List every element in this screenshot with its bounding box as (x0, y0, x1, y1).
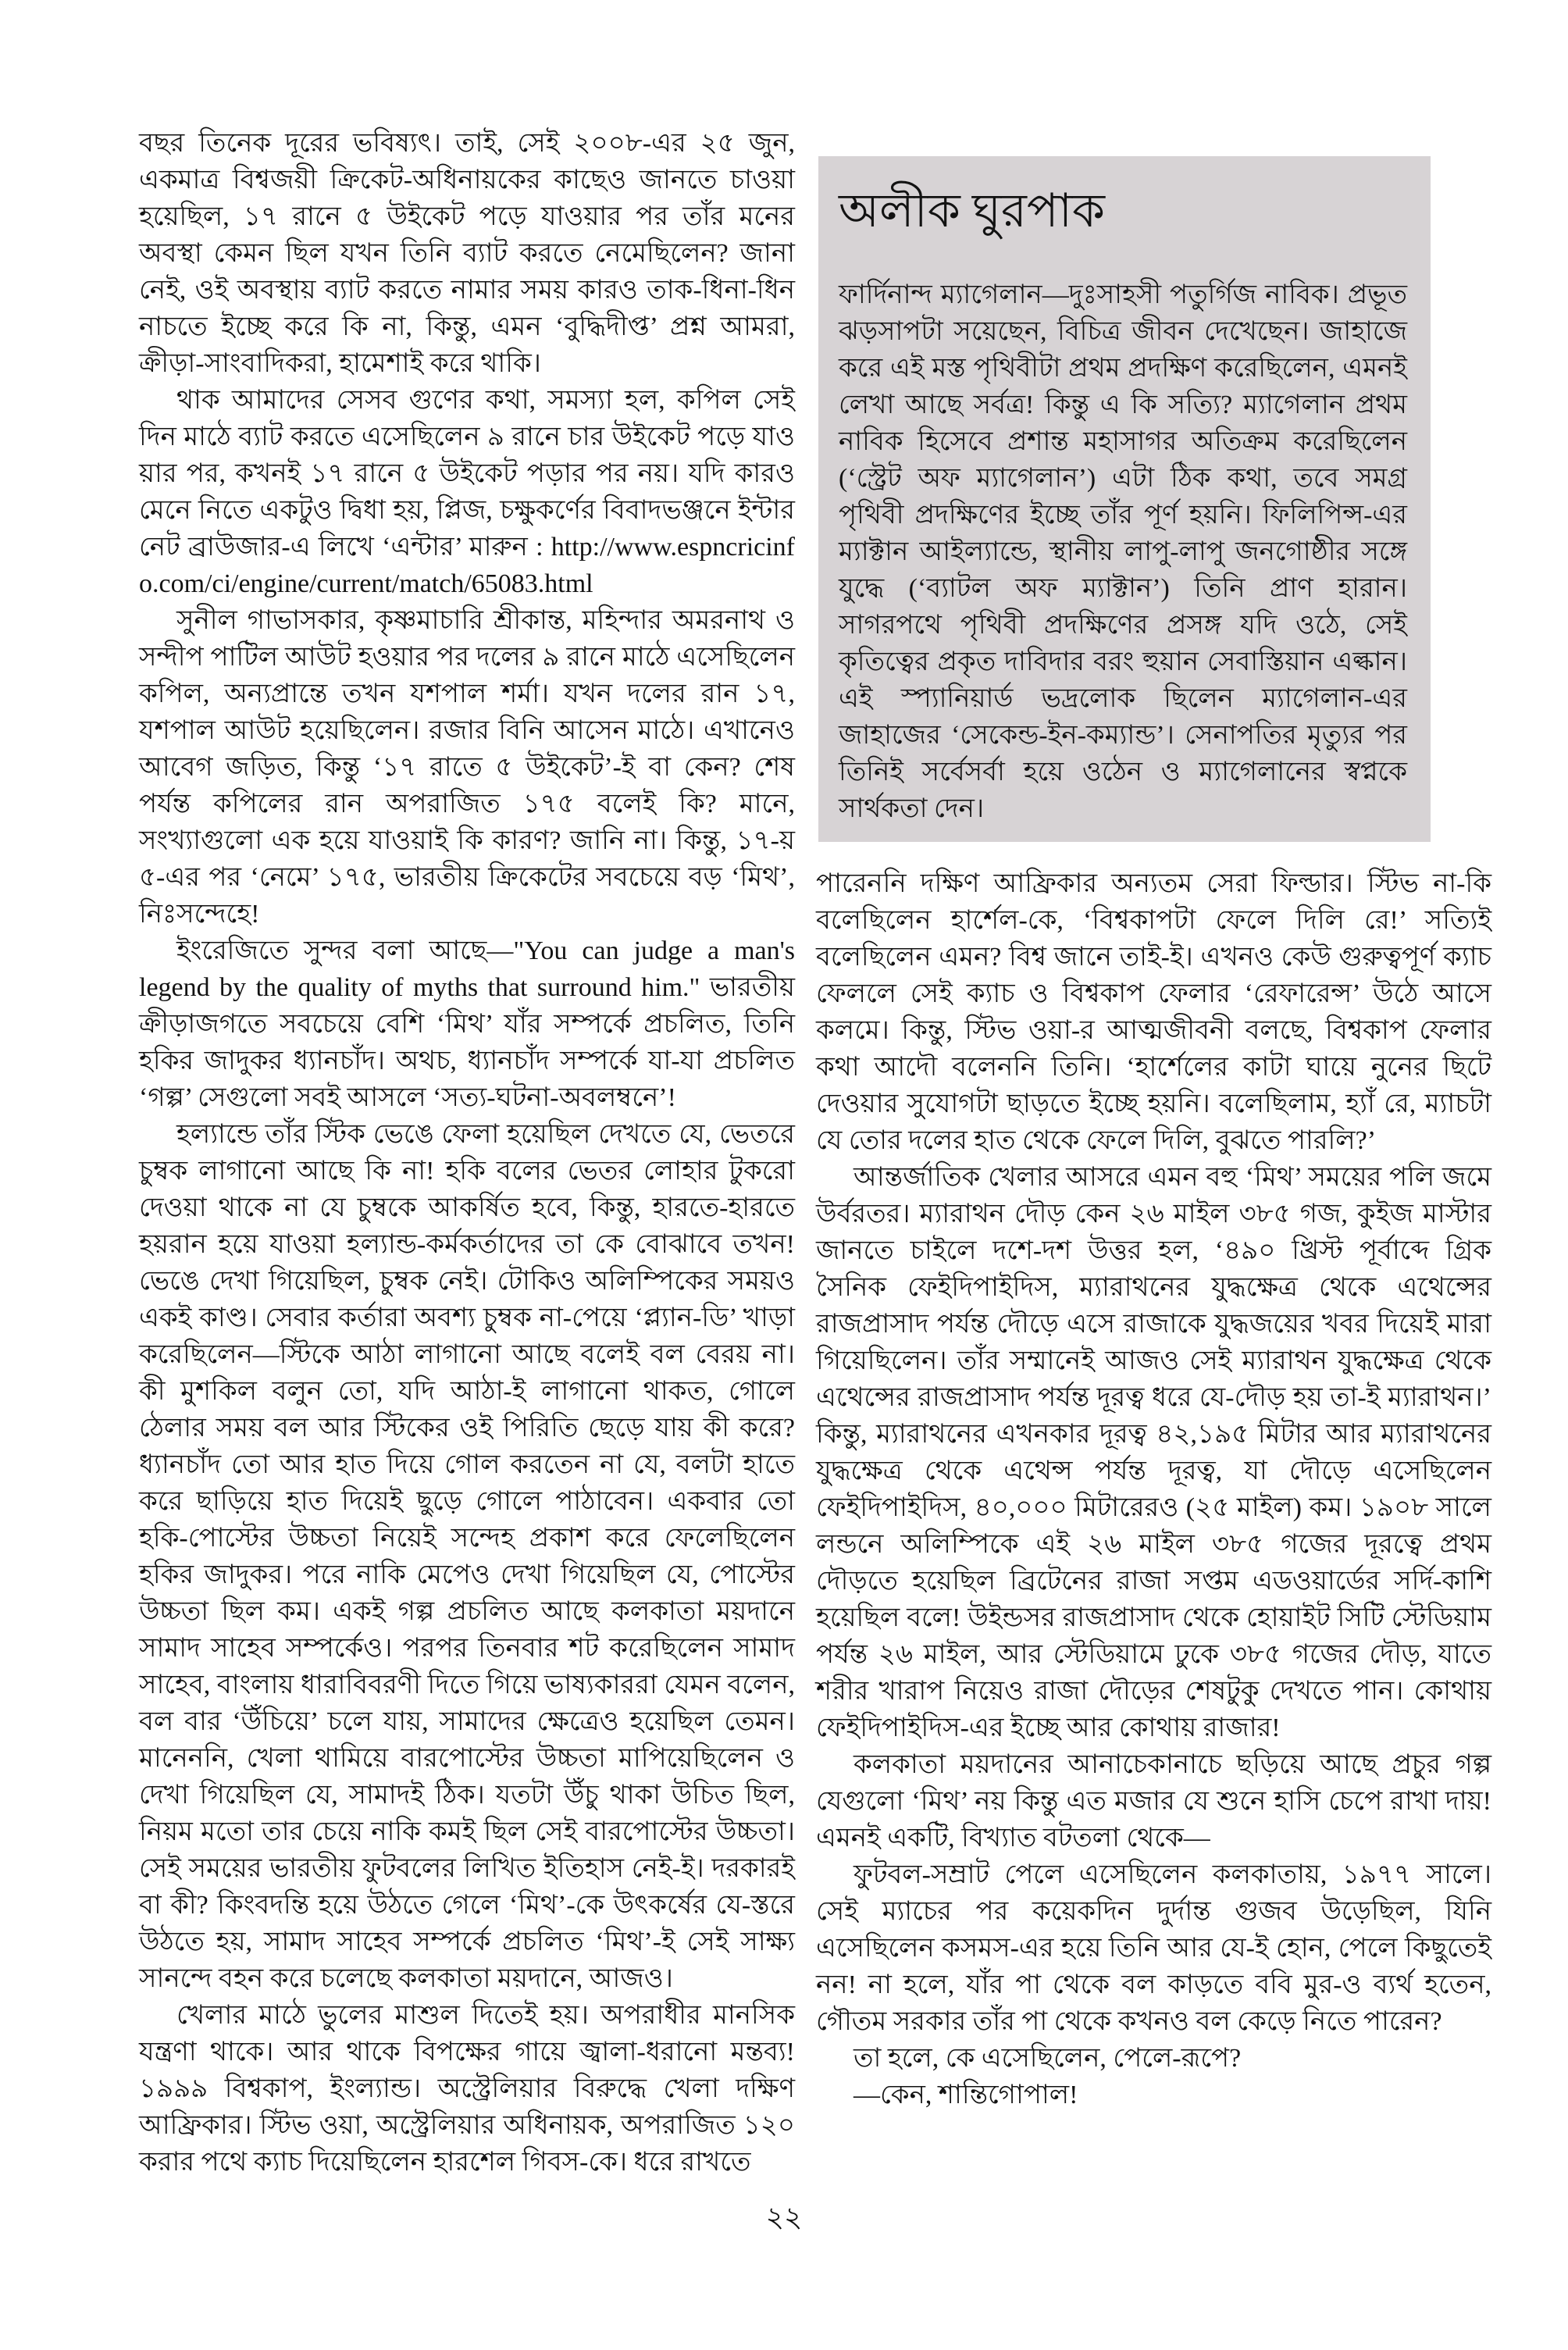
sidebar-paragraph: ফার্দিনান্দ ম্যাগেলান—দুঃসাহসী পতুর্গিজ নাবিক। প্রভূত ঝড়সাপটা সয়েছেন, বিচিত্র জীবন দেখেছেন। জাহাজে করে এই মস্ত পৃথিবীটা প্রথম প্রদক্ষিণ করেছিলেন, এমনই লেখা আছে সর্বত্র! কিন্তু এ কি সত্যি? ম্যাগেলান প্রথম নাবিক হিসেবে প্রশান্ত মহাসাগর অতিক্রম করেছিলেন (‘স্ট্রেট অফ ম্যাগেলান’) এটা ঠিক কথা, তবে সমগ্র পৃথিবী প্রদক্ষিণের ইচ্ছে তাঁর পূর্ণ হয়নি। ফিলিপিন্স-এর ম্যাক্টান আইল্যান্ডে, স্থানীয় লাপু-লাপু জনগোষ্ঠীর সঙ্গে যুদ্ধে (‘ব্যাটল অফ ম্যাক্টান’) তিনি প্রাণ হারান। সাগরপথে পৃথিবী প্রদক্ষিণের প্রসঙ্গ যদি ওঠে, সেই কৃতিত্বের প্রকৃত দাবিদার বরং হুয়ান সেবাস্তিয়ান এল্কান। এই স্প্যানিয়ার্ড ভদ্রলোক ছিলেন ম্যাগেলান-এর জাহাজের ‘সেকেন্ড-ইন-কম্যান্ড’। সেনাপতির মৃত্যুর পর তিনিই সর্বেসর্বা হয়ে ওঠেন ও ম্যাগেলানের স্বপ্নকে সার্থকতা দেন। (839, 280, 1407, 823)
body-paragraph: —কেন, শান্তিগোপাল! (853, 2081, 1078, 2109)
right-column (816, 865, 1491, 2113)
body-paragraph: থাক আমাদের সেসব গুণের কথা, সমস্যা হল, কপিল সেই দিন মাঠে ব্যাট করতে এসেছিলেন ৯ রানে চার উইকেট পড়ে যাওয়ার পর, কখনই ১৭ রানে ৫ উইকেট পড়ার পর নয়। যদি কারও মেনে নিতে একটুও দ্বিধা হয়, প্লিজ, চক্ষুকর্ণের বিবাদভঞ্জনে ইন্টারনেট ব্রাউজার-এ লিখে ‘এন্টার’ মারুন : http://www.espncricinfo.com/ci/engine/current/match/65083.html (139, 386, 795, 598)
body-paragraph: বছর তিনেক দূরের ভবিষ্যৎ। তাই, সেই ২০০৮-এর ২৫ জুন, একমাত্র বিশ্বজয়ী ক্রিকেট-অধিনায়কের কাছেও জানতে চাওয়া হয়েছিল, ১৭ রানে ৫ উইকেট পড়ে যাওয়ার পর তাঁর মনের অবস্থা কেমন ছিল যখন তিনি ব্যাট করতে নেমেছিলেন? জানা নেই, ওই অবস্থায় ব্যাট করতে নামার সময় কারও তাক-ধিনা-ধিন নাচতে ইচ্ছে করে কি না, কিন্তু, এমন ‘বুদ্ধিদীপ্ত’ প্রশ্ন আমরা, ক্রীড়া-সাংবাদিকরা, হামেশাই করে থাকি। (139, 129, 795, 378)
body-paragraph: সুনীল গাভাসকার, কৃষ্ণমাচারি শ্রীকান্ত, মহিন্দার অমরনাথ ও সন্দীপ পাটিল আউট হওয়ার পর দলের ৯ রানে মাঠে এসেছিলেন কপিল, অন্যপ্রান্তে তখন যশপাল শর্মা। যখন দলের রান ১৭, যশপাল আউট হয়েছিলেন। রজার বিনি আসেন মাঠে। এখানেও আবেগ জড়িত, কিন্তু ‘১৭ রাতে ৫ উইকেট’-ই বা কেন? শেষ পর্যন্ত কপিলের রান অপরাজিত ১৭৫ বলেই কি? মানে, সংখ্যাগুলো এক হয়ে যাওয়াই কি কারণ? জানি না। কিন্তু, ১৭-য় ৫-এর পর ‘নেমে’ ১৭৫, ভারতীয় ক্রিকেটের সবচেয়ে বড় ‘মিথ’, নিঃসন্দেহে! (139, 606, 795, 929)
body-paragraph: কলকাতা ময়দানের আনাচেকানাচে ছড়িয়ে আছে প্রচুর গল্প যেগুলো ‘মিথ’ নয় কিন্তু এত মজার যে শুনে হাসি চেপে রাখা দায়! এমনই একটি, বিখ্যাত বটতলা থেকে— (816, 1750, 1491, 1853)
body-paragraph: তা হলে, কে এসেছিলেন, পেলে-রূপে? (853, 2044, 1242, 2073)
body-paragraph: ইংরেজিতে সুন্দর বলা আছে—"You can judge a man's legend by the quality of myths that surround him." ভারতীয় ক্রীড়াজগতে সবচেয়ে বেশি ‘মিথ’ যাঁর সম্পর্কে প্রচলিত, তিনি হকির জাদুকর ধ্যানচাঁদ। অথচ, ধ্যানচাঁদ সম্পর্কে যা-যা প্রচলিত ‘গল্প’ সেগুলো সবই আসলে ‘সত্য-ঘটনা-অবলম্বনে’! (139, 936, 795, 1112)
page-number: ২২ (765, 2202, 803, 2233)
body-paragraph: পারেননি দক্ষিণ আফ্রিকার অন্যতম সেরা ফিল্ডার। স্টিভ না-কি বলেছিলেন হার্শেল-কে, ‘বিশ্বকাপটা ফেলে দিলি রে!’ সত্যিই বলেছিলেন এমন? বিশ্ব জানে তাই-ই। এখনও কেউ গুরুত্বপূর্ণ ক্যাচ ফেললে সেই ক্যাচ ও বিশ্বকাপ ফেলার ‘রেফারেন্স’ উঠে আসে কলমে। কিন্তু, স্টিভ ওয়া-র আত্মজীবনী বলছে, বিশ্বকাপ ফেলার কথা আদৌ বলেননি তিনি। ‘হার্শেলের কাটা ঘায়ে নুনের ছিটে দেওয়ার সুযোগটা ছাড়তে ইচ্ছে হয়নি। বলেছিলাম, হ্যাঁ রে, ম্যাচটা যে তোর দলের হাত থেকে ফেলে দিলি, বুঝতে পারলি?’ (816, 869, 1491, 1155)
left-column (139, 125, 795, 2181)
body-paragraph: হল্যান্ডে তাঁর স্টিক ভেঙে ফেলা হয়েছিল দেখতে যে, ভেতরে চুম্বক লাগানো আছে কি না! হকি বলের ভেতর লোহার টুকরো দেওয়া থাকে না যে চুম্বকে আকর্ষিত হবে, কিন্তু, হারতে-হারতে হয়রান হয়ে যাওয়া হল্যান্ড-কর্মকর্তাদের তা কে বোঝাবে তখন! ভেঙে দেখা গিয়েছিল, চুম্বক নেই। টোকিও অলিম্পিকের সময়ও একই কাণ্ড। সেবার কর্তারা অবশ্য চুম্বক না-পেয়ে ‘প্ল্যান-ডি’ খাড়া করেছিলেন—স্টিকে আঠা লাগানো আছে বলেই বল বেরয় না। কী মুশকিল বলুন তো, যদি আঠা-ই লাগানো থাকত, গোলে ঠেলার সময় বল আর স্টিকের ওই পিরিতি ছেড়ে যায় কী করে? ধ্যানচাঁদ তো আর হাত দিয়ে গোল করতেন না যে, বলটা হাতে করে ছাড়িয়ে হাত দিয়েই ছুড়ে গোলে পাঠাবেন। একবার তো হকি-পোস্টের উচ্চতা নিয়েই সন্দেহ প্রকাশ করে ফেলেছিলেন হকির জাদুকর। পরে নাকি মেপেও দেখা গিয়েছিল যে, পোস্টের উচ্চতা ছিল কম। একই গল্প প্রচলিত আছে কলকাতা ময়দানে সামাদ সাহেব সম্পর্কেও। পরপর তিনবার শট করেছিলেন সামাদ সাহেব, বাংলায় ধারাবিবরণী দিতে গিয়ে ভাষ্যকাররা যেমন বলেন, বল বার ‘উঁচিয়ে’ চলে যায়, সামাদের ক্ষেত্রেও হয়েছিল তেমন। মানেননি, খেলা থামিয়ে বারপোস্টের উচ্চতা মাপিয়েছিলেন ও দেখা গিয়েছিল যে, সামাদই ঠিক। যতটা উঁচু থাকা উচিত ছিল, নিয়ম মতো তার চেয়ে নাকি কমই ছিল সেই বারপোস্টের উচ্চতা। সেই সময়ের ভারতীয় ফুটবলের লিখিত ইতিহাস নেই-ই। দরকারই বা কী? কিংবদন্তি হয়ে উঠতে গেলে ‘মিথ’-কে উৎকর্ষের যে-স্তরে উঠতে হয়, সামাদ সাহেব সম্পর্কে প্রচলিত ‘মিথ’-ই সেই সাক্ষ্য সানন্দে বহন করে চলেছে কলকাতা ময়দানে, আজও। (139, 1120, 795, 1993)
body-paragraph: আন্তর্জাতিক খেলার আসরে এমন বহু ‘মিথ’ সময়ের পলি জমে উর্বরতর। ম্যারাথন দৌড় কেন ২৬ মাইল ৩৮৫ গজ, কুইজ মাস্টার জানতে চাইলে দশে-দশ উত্তর হল, ‘৪৯০ খ্রিস্ট পূর্বাব্দে গ্রিক সৈনিক ফেইদিপাইদিস, ম্যারাথনের যুদ্ধক্ষেত্র থেকে এথেন্সের রাজপ্রাসাদ পর্যন্ত দৌড়ে এসে রাজাকে যুদ্ধজয়ের খবর দিয়েই মারা গিয়েছিলেন। তাঁর সম্মানেই আজও সেই ম্যারাথন যুদ্ধক্ষেত্র থেকে এথেন্সের রাজপ্রাসাদ পর্যন্ত দূরত্ব ধরে যে-দৌড় হয় তা-ই ম্যারাথন।’ কিন্তু, ম্যারাথনের এখনকার দূরত্ব ৪২,১৯৫ মিটার আর ম্যারাথনের যুদ্ধক্ষেত্র থেকে এথেন্স পর্যন্ত দূরত্ব, যা দৌড়ে এসেছিলেন ফেইদিপাইদিস, ৪০,০০০ মিটারেরও (২৫ মাইল) কম। ১৯০৮ সালে লন্ডনে অলিম্পিকে এই ২৬ মাইল ৩৮৫ গজের দূরত্বে প্রথম দৌড়তে হয়েছিল ব্রিটেনের রাজা সপ্তম এডওয়ার্ডের সর্দি-কাশি হয়েছিল বলে! উইন্ডসর রাজপ্রাসাদ থেকে হোয়াইট সিটি স্টেডিয়াম পর্যন্ত ২৬ মাইল, আর স্টেডিয়ামে ঢুকে ৩৮৫ গজের দৌড়, যাতে শরীর খারাপ নিয়েও রাজা দৌড়ের শেষটুকু দেখতে পান। কোথায় ফেইদিপাইদিস-এর ইচ্ছে আর কোথায় রাজার! (816, 1163, 1491, 1742)
sidebar-title: অলীক ঘুরপাক (839, 185, 1105, 237)
body-paragraph: খেলার মাঠে ভুলের মাশুল দিতেই হয়। অপরাধীর মানসিক যন্ত্রণা থাকে। আর থাকে বিপক্ষের গায়ে জ্বালা-ধরানো মন্তব্য! ১৯৯৯ বিশ্বকাপ, ইংল্যান্ড। অস্ট্রেলিয়ার বিরুদ্ধে খেলা দক্ষিণ আফ্রিকার। স্টিভ ওয়া, অস্ট্রেলিয়ার অধিনায়ক, অপরাজিত ১২০ করার পথে ক্যাচ দিয়েছিলেন হারশেল গিবস-কে। ধরে রাখতে (139, 2001, 795, 2177)
sidebar-box (818, 156, 1431, 842)
body-paragraph: ফুটবল-সম্রাট পেলে এসেছিলেন কলকাতায়, ১৯৭৭ সালে। সেই ম্যাচের পর কয়েকদিন দুর্দান্ত গুজব উড়েছিল, যিনি এসেছিলেন কসমস-এর হয়ে তিনি আর যে-ই হোন, পেলে কিছুতেই নন! না হলে, যাঁর পা থেকে বল কাড়তে ববি মুর-ও ব্যর্থ হতেন, গৌতম সরকার তাঁর পা থেকে কখনও বল কেড়ে নিতে পারেন? (816, 1860, 1491, 2036)
